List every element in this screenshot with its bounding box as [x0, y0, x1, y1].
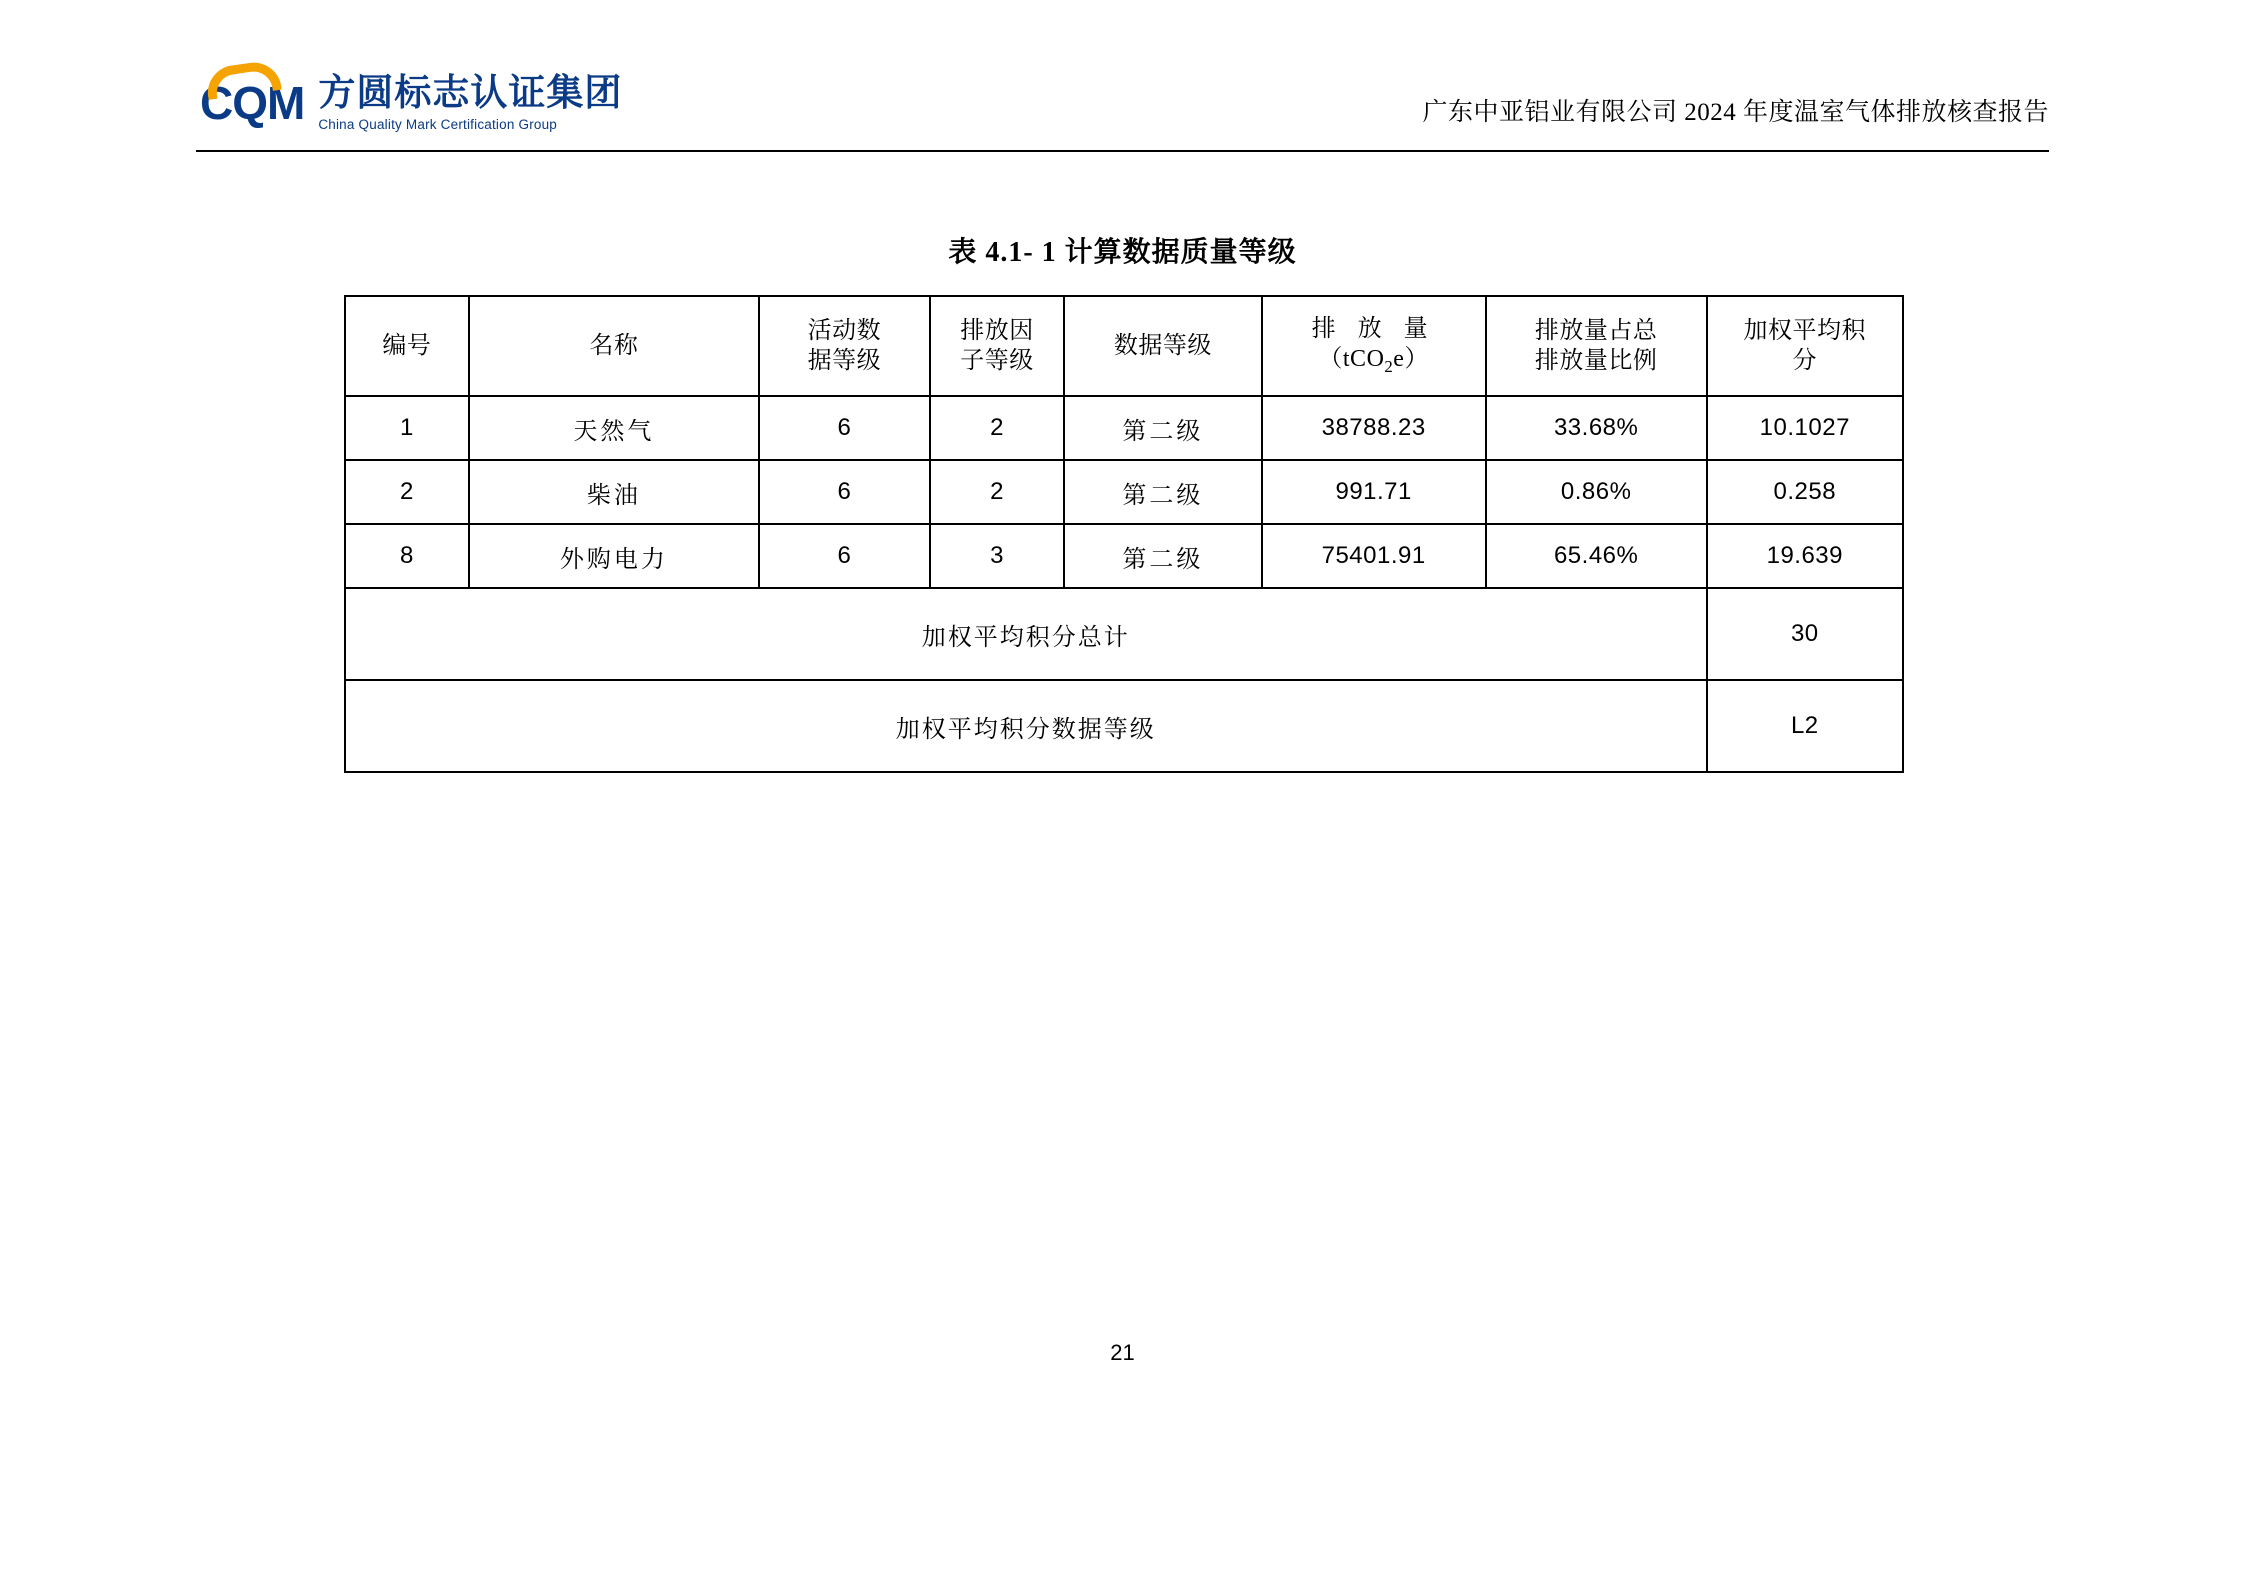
header-divider	[196, 150, 2049, 152]
cell-emission: 75401.91	[1262, 524, 1486, 588]
cell-emission: 38788.23	[1262, 396, 1486, 460]
table-row	[345, 524, 1903, 588]
col-header-name: 名称	[469, 296, 759, 396]
summary-value-grade: L2	[1707, 680, 1903, 772]
logo-abbr-text	[196, 76, 305, 129]
cell-ratio: 33.68%	[1486, 396, 1707, 460]
cell-data-grade: 第二级	[1064, 396, 1261, 460]
cell-name: 天然气	[469, 396, 759, 460]
col-header-activity-line2: 据等级	[807, 348, 882, 374]
col-header-ratio	[1486, 296, 1707, 396]
table-row	[345, 460, 1903, 524]
cell-no: 2	[345, 460, 469, 524]
cell-data-grade: 第二级	[1064, 524, 1261, 588]
page-number: 21	[1110, 1340, 1135, 1365]
cell-no: 1	[345, 396, 469, 460]
col-header-data-grade: 数据等级	[1064, 296, 1261, 396]
data-quality-table	[344, 295, 1904, 773]
col-header-emission-line2	[1267, 344, 1481, 378]
cell-activity-grade: 6	[759, 396, 930, 460]
summary-value-total: 30	[1707, 588, 1903, 680]
emission-unit-prefix: （tCO	[1318, 346, 1385, 373]
cell-name: 外购电力	[469, 524, 759, 588]
cell-emission: 991.71	[1262, 460, 1486, 524]
logo-abbr-label: CQM	[200, 76, 305, 129]
cell-activity-grade: 6	[759, 460, 930, 524]
emission-unit-suffix: e）	[1393, 346, 1429, 373]
col-header-activity-line1: 活动数	[807, 318, 882, 344]
cell-activity-grade: 6	[759, 524, 930, 588]
col-header-ratio-line1: 排放量占总	[1534, 318, 1658, 344]
cell-factor-grade: 2	[930, 396, 1064, 460]
summary-label-total: 加权平均积分总计	[345, 588, 1707, 680]
cqm-logo	[196, 71, 623, 138]
cell-factor-grade: 3	[930, 524, 1064, 588]
cell-score: 10.1027	[1707, 396, 1903, 460]
table-caption: 表 4.1- 1 计算数据质量等级	[948, 237, 1297, 268]
summary-row-total	[345, 588, 1903, 680]
cell-ratio: 65.46%	[1486, 524, 1707, 588]
logo-name-cn: 方圆标志认证集团	[318, 71, 623, 113]
col-header-activity-grade	[759, 296, 930, 396]
col-header-ratio-line2: 排放量比例	[1534, 348, 1658, 374]
col-header-emission-line1: 排 放 量	[1311, 316, 1436, 343]
cell-no: 8	[345, 524, 469, 588]
cell-ratio: 0.86%	[1486, 460, 1707, 524]
col-header-no: 编号	[345, 296, 469, 396]
cell-data-grade: 第二级	[1064, 460, 1261, 524]
logo-name-en: China Quality Mark Certification Group	[318, 116, 558, 132]
col-header-score-line1: 加权平均积	[1743, 318, 1867, 344]
summary-label-grade: 加权平均积分数据等级	[345, 680, 1707, 772]
col-header-factor-line2: 子等级	[960, 348, 1034, 374]
cell-name: 柴油	[469, 460, 759, 524]
col-header-score-line2: 分	[1792, 348, 1818, 374]
table-header-row	[345, 296, 1903, 396]
summary-row-grade	[345, 680, 1903, 772]
document-title: 广东中亚铝业有限公司 2024 年度温室气体排放核查报告	[1422, 99, 2049, 126]
col-header-factor-line1: 排放因	[960, 318, 1034, 344]
col-header-emission	[1262, 296, 1486, 396]
page-header	[196, 52, 2049, 152]
col-header-factor-grade	[930, 296, 1064, 396]
cell-score: 19.639	[1707, 524, 1903, 588]
cell-score: 0.258	[1707, 460, 1903, 524]
emission-unit-sub: 2	[1384, 356, 1394, 376]
data-quality-table-wrapper	[344, 295, 1904, 773]
col-header-score	[1707, 296, 1903, 396]
cell-factor-grade: 2	[930, 460, 1064, 524]
table-row	[345, 396, 1903, 460]
